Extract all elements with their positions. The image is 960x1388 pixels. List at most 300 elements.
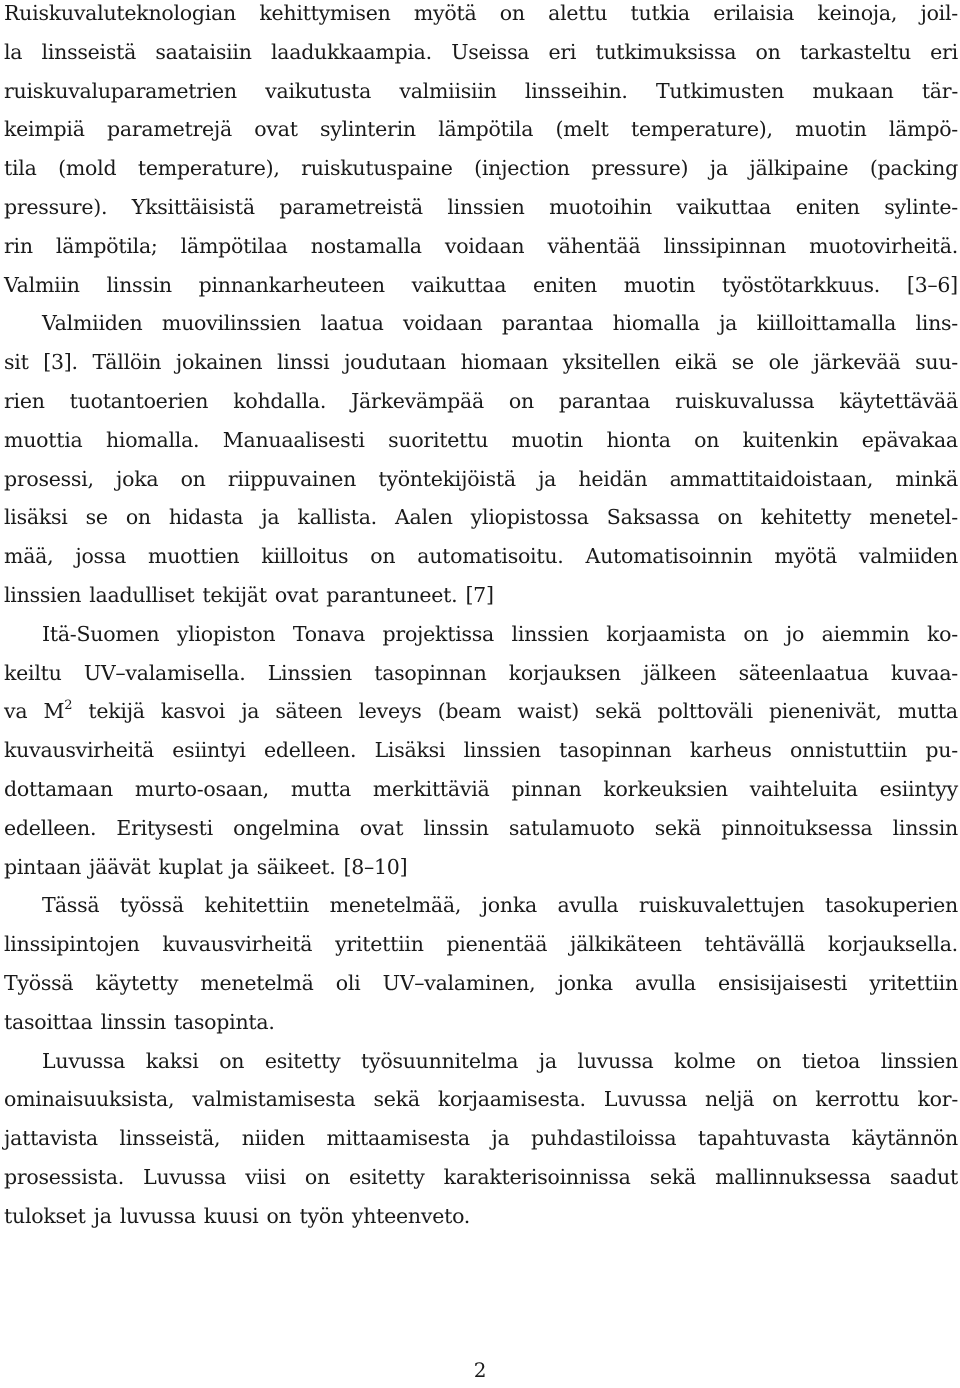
word: kehitettiin bbox=[204, 893, 310, 918]
word: ole bbox=[768, 350, 799, 375]
word: vaikuttaa bbox=[676, 194, 772, 219]
word: M2 bbox=[43, 698, 73, 724]
word: ruiskuvaluparametrien bbox=[4, 78, 237, 103]
text-line bbox=[4, 615, 958, 654]
word: hidasta bbox=[168, 505, 244, 530]
word: menetelmä bbox=[200, 970, 314, 995]
word: linssin bbox=[106, 272, 172, 297]
word: temperature), bbox=[137, 156, 280, 181]
word: on bbox=[694, 427, 720, 452]
word: ja bbox=[719, 311, 738, 336]
word: Luvussa bbox=[143, 1164, 227, 1189]
word: muotoihin bbox=[549, 194, 652, 219]
word: sylinterin bbox=[320, 117, 416, 142]
word: eikä bbox=[674, 350, 718, 375]
word: eniten bbox=[533, 272, 597, 297]
word: avulla bbox=[557, 893, 619, 918]
word: lämpö- bbox=[888, 117, 958, 142]
word: lämpötila; bbox=[55, 233, 158, 258]
text-line bbox=[4, 1197, 958, 1236]
word: Tässä bbox=[42, 893, 100, 918]
word: vähentää bbox=[547, 233, 641, 258]
word: tuotantoerien bbox=[69, 388, 209, 413]
word: säteen bbox=[275, 699, 343, 724]
text-line bbox=[4, 460, 958, 499]
word: edelleen. bbox=[4, 815, 97, 840]
word: jo bbox=[785, 621, 805, 646]
word: korjaamista bbox=[606, 621, 726, 646]
word: korjauksella. bbox=[827, 932, 958, 957]
word: Työssä bbox=[4, 970, 74, 995]
word: rin bbox=[4, 233, 33, 258]
word: on bbox=[266, 1203, 292, 1228]
word: ruiskuvalussa bbox=[675, 388, 815, 413]
word: Tonava bbox=[292, 621, 366, 646]
word: pressure) bbox=[591, 156, 689, 181]
word: kuvausvirheitä bbox=[162, 932, 313, 957]
word: waist) bbox=[517, 699, 579, 724]
word: tehtävällä bbox=[704, 932, 806, 957]
word: ruiskuvalettujen bbox=[638, 893, 805, 918]
word: avulla bbox=[635, 970, 696, 995]
word: ja bbox=[538, 466, 557, 491]
word: tila bbox=[4, 156, 37, 181]
word: voidaan bbox=[444, 233, 525, 258]
word: Manuaalisesti bbox=[222, 427, 365, 452]
word: tasopinta. bbox=[173, 1009, 275, 1034]
text-line bbox=[4, 1119, 958, 1158]
word: riippuvainen bbox=[227, 466, 357, 491]
word: muotin bbox=[795, 117, 867, 142]
word: (beam bbox=[437, 699, 502, 724]
word: työn bbox=[299, 1203, 344, 1228]
word: vaikuttaa bbox=[411, 272, 507, 297]
text-line bbox=[4, 421, 958, 460]
word: on bbox=[370, 544, 396, 569]
word: parametrejä bbox=[107, 117, 232, 142]
word: sit bbox=[4, 350, 29, 375]
word: kallista. bbox=[297, 505, 377, 530]
word: vaikutusta bbox=[265, 78, 372, 103]
word: (melt bbox=[555, 117, 609, 142]
word: prosessista. bbox=[4, 1164, 125, 1189]
text-line bbox=[4, 964, 958, 1003]
word: la bbox=[4, 39, 23, 64]
page-number: 2 bbox=[473, 1358, 487, 1382]
word: tasopinnan bbox=[559, 738, 672, 763]
word: kaksi bbox=[145, 1048, 199, 1073]
text-line bbox=[4, 382, 958, 421]
word: joil- bbox=[920, 1, 958, 25]
text-line bbox=[4, 227, 958, 266]
text-line bbox=[4, 149, 958, 188]
text-line bbox=[4, 886, 958, 925]
word: yliopiston bbox=[176, 621, 276, 646]
word: kohdalla. bbox=[233, 388, 327, 413]
word: on bbox=[772, 1087, 798, 1112]
word: ovat bbox=[274, 582, 319, 607]
text-line bbox=[4, 498, 958, 537]
word: korkeuksien bbox=[603, 776, 728, 801]
word: leveys bbox=[358, 699, 422, 724]
word: (packing bbox=[869, 156, 958, 181]
word: jäävät bbox=[89, 854, 151, 879]
word: Järkevämpää bbox=[351, 388, 484, 413]
word: muotin bbox=[623, 272, 696, 297]
word: (injection bbox=[474, 156, 570, 181]
word: käytetty bbox=[95, 970, 179, 995]
word: neljä bbox=[704, 1087, 755, 1112]
word: Eritysesti bbox=[116, 815, 213, 840]
word: Lisäksi bbox=[374, 738, 446, 763]
word: parantaa bbox=[558, 388, 651, 413]
word: on bbox=[180, 466, 206, 491]
word: valmiiden bbox=[858, 544, 958, 569]
word: va bbox=[4, 699, 28, 724]
word: korjauksen bbox=[508, 660, 621, 685]
word: linssien bbox=[447, 194, 525, 219]
word: ja bbox=[241, 699, 260, 724]
word: linssin bbox=[423, 815, 489, 840]
word: prosessi, bbox=[4, 466, 94, 491]
word: tarkasteltu bbox=[799, 39, 911, 64]
word: jattavista bbox=[4, 1126, 98, 1151]
text-line bbox=[4, 848, 958, 887]
word: kuvaa- bbox=[890, 660, 958, 685]
word: esiintyy bbox=[879, 776, 958, 801]
text-line bbox=[4, 576, 958, 615]
word: on bbox=[756, 1048, 782, 1073]
word: sekä bbox=[654, 815, 702, 840]
word: on bbox=[304, 1164, 330, 1189]
word: pu- bbox=[925, 738, 958, 763]
text-line bbox=[4, 343, 958, 382]
word: on bbox=[743, 621, 769, 646]
word: menetel- bbox=[869, 505, 958, 530]
word: ominaisuuksista, bbox=[4, 1087, 175, 1112]
word: pintaan bbox=[4, 854, 82, 879]
word: linsseistä, bbox=[119, 1126, 221, 1151]
word: keimpiä bbox=[4, 117, 85, 142]
word: jonka bbox=[481, 893, 537, 918]
word: keinoja, bbox=[817, 1, 898, 25]
word: puhdastiloissa bbox=[530, 1126, 677, 1151]
word: parantuneet. bbox=[326, 582, 458, 607]
word: onnistuttiin bbox=[789, 738, 908, 763]
word: ja bbox=[538, 1048, 557, 1073]
word: keiltu bbox=[4, 660, 62, 685]
word: mittaamisesta bbox=[326, 1126, 470, 1151]
word: Ruiskuvaluteknologian bbox=[4, 1, 236, 25]
word: se bbox=[85, 505, 108, 530]
word: mallinnuksessa bbox=[715, 1164, 871, 1189]
word: mukaan bbox=[812, 78, 894, 103]
word: sekä bbox=[373, 1087, 420, 1112]
word: murto-osaan, bbox=[134, 776, 269, 801]
word: hionta bbox=[606, 427, 671, 452]
word: sekä bbox=[649, 1164, 696, 1189]
word: lisäksi bbox=[4, 505, 68, 530]
word: on bbox=[508, 388, 534, 413]
word: kerrottu bbox=[815, 1087, 900, 1112]
word: Yksittäisistä bbox=[131, 194, 255, 219]
word: heidän bbox=[578, 466, 648, 491]
word: nostamalla bbox=[310, 233, 422, 258]
word: Valmiin bbox=[4, 272, 80, 297]
word: kuvausvirheitä bbox=[4, 738, 154, 763]
word: kiilloittamalla bbox=[756, 311, 897, 336]
word: Saksassa bbox=[606, 505, 700, 530]
word: muovilinssien bbox=[161, 311, 301, 336]
word: linssien bbox=[463, 738, 541, 763]
word: lins- bbox=[915, 311, 958, 336]
word: laatua bbox=[320, 311, 384, 336]
word: pinnoituksessa bbox=[721, 815, 873, 840]
word: kolme bbox=[674, 1048, 736, 1073]
word: on bbox=[219, 1048, 245, 1073]
word: pienenivät, bbox=[768, 699, 882, 724]
word: lämpötila bbox=[438, 117, 534, 142]
word: työstötarkkuus. bbox=[722, 272, 881, 297]
word: työssä bbox=[119, 893, 184, 918]
word: edelleen. bbox=[263, 738, 357, 763]
word: [7] bbox=[465, 582, 494, 607]
word: jonka bbox=[557, 970, 613, 995]
text-line bbox=[4, 110, 958, 149]
word: joudutaan bbox=[344, 350, 446, 375]
word: luvussa bbox=[119, 1203, 196, 1228]
word: eniten bbox=[795, 194, 860, 219]
word: muottien bbox=[148, 544, 240, 569]
word: automatisoitu. bbox=[417, 544, 564, 569]
word: ensisijaisesti bbox=[718, 970, 848, 995]
word: oli bbox=[335, 970, 361, 995]
word: kuitenkin bbox=[742, 427, 839, 452]
word: pressure). bbox=[4, 194, 108, 219]
word: kor- bbox=[917, 1087, 958, 1112]
text-line bbox=[4, 731, 958, 770]
word: on bbox=[125, 505, 151, 530]
word: joka bbox=[116, 466, 159, 491]
word: kasvoi bbox=[160, 699, 226, 724]
word: tekijät bbox=[202, 582, 267, 607]
word: ruiskutuspaine bbox=[301, 156, 453, 181]
word: linsseihin. bbox=[524, 78, 628, 103]
word: mutta bbox=[290, 776, 351, 801]
word: työsuunnitelma bbox=[361, 1048, 519, 1073]
word: parantaa bbox=[501, 311, 594, 336]
word: kuusi bbox=[203, 1203, 259, 1228]
word: [3]. bbox=[43, 350, 78, 375]
text-line bbox=[4, 0, 958, 33]
word: vaihteluita bbox=[749, 776, 858, 801]
word: muotin bbox=[511, 427, 583, 452]
word: muottia bbox=[4, 427, 83, 452]
word: yksitellen bbox=[562, 350, 661, 375]
word: karheus bbox=[689, 738, 772, 763]
word: saataisiin bbox=[155, 39, 252, 64]
word: dottamaan bbox=[4, 776, 113, 801]
word: Useissa bbox=[451, 39, 530, 64]
word: Itä-Suomen bbox=[42, 621, 160, 646]
word: karakterisoinnissa bbox=[443, 1164, 631, 1189]
word: sekä bbox=[595, 699, 642, 724]
word: säikeet. bbox=[256, 854, 336, 879]
word: menetelmää, bbox=[329, 893, 462, 918]
word: ja bbox=[93, 1203, 112, 1228]
word: ovat bbox=[359, 815, 404, 840]
word: laadukkaampia. bbox=[270, 39, 432, 64]
text-line bbox=[4, 304, 958, 343]
word: Luvussa bbox=[603, 1087, 687, 1112]
word: voidaan bbox=[402, 311, 483, 336]
word: minkä bbox=[895, 466, 958, 491]
word: mutta bbox=[897, 699, 958, 724]
word: esitetty bbox=[264, 1048, 341, 1073]
word: linssien bbox=[4, 582, 82, 607]
text-line bbox=[4, 1158, 958, 1197]
word: Tällöin bbox=[92, 350, 162, 375]
word: ongelmina bbox=[233, 815, 340, 840]
word: Automatisoinnin bbox=[585, 544, 753, 569]
word: on bbox=[717, 505, 743, 530]
word: linssin bbox=[100, 1009, 166, 1034]
word: erilaisia bbox=[713, 1, 795, 25]
word: polttoväli bbox=[657, 699, 753, 724]
word: Aalen bbox=[394, 505, 453, 530]
word: Tutkimusten bbox=[655, 78, 785, 103]
word: suu- bbox=[915, 350, 958, 375]
word: tutkia bbox=[630, 1, 690, 25]
word: tasokuperien bbox=[825, 893, 958, 918]
word: on bbox=[755, 39, 781, 64]
word: viisi bbox=[245, 1164, 286, 1189]
word: ovat bbox=[254, 117, 298, 142]
word: ja bbox=[261, 505, 280, 530]
word: on bbox=[499, 1, 525, 25]
text-line bbox=[4, 770, 958, 809]
word: temperature), bbox=[631, 117, 773, 142]
word: valmiisiin bbox=[399, 78, 497, 103]
body-text bbox=[4, 0, 958, 1236]
word: linssi bbox=[276, 350, 330, 375]
word: eri bbox=[548, 39, 577, 64]
word: pinnan bbox=[511, 776, 582, 801]
text-line bbox=[4, 1042, 958, 1081]
word: hiomalla. bbox=[105, 427, 200, 452]
word: luvussa bbox=[577, 1048, 654, 1073]
word: linssien bbox=[880, 1048, 958, 1073]
word: yritettiin bbox=[335, 932, 424, 957]
word: projektissa bbox=[382, 621, 495, 646]
word: järkevää bbox=[813, 350, 901, 375]
word: linssien bbox=[511, 621, 589, 646]
word: se bbox=[731, 350, 754, 375]
word: pienentää bbox=[446, 932, 548, 957]
text-line bbox=[4, 1080, 958, 1119]
word: säteenlaatua bbox=[738, 660, 869, 685]
word: linssipintojen bbox=[4, 932, 140, 957]
word: valmistamisesta bbox=[192, 1087, 356, 1112]
word: ja bbox=[230, 854, 249, 879]
word: pinnankarheuteen bbox=[198, 272, 385, 297]
word: esiintyi bbox=[172, 738, 246, 763]
word: alettu bbox=[548, 1, 608, 25]
word: tasopinnan bbox=[374, 660, 487, 685]
word: saadut bbox=[889, 1164, 958, 1189]
word: Valmiiden bbox=[42, 311, 143, 336]
word: suoritettu bbox=[388, 427, 489, 452]
word: ja bbox=[709, 156, 728, 181]
text-line bbox=[4, 1003, 958, 1042]
word: myötä bbox=[774, 544, 837, 569]
word: [8–10] bbox=[343, 854, 408, 879]
word: kehittymisen bbox=[259, 1, 391, 25]
word: muotovirheitä. bbox=[809, 233, 958, 258]
word: tapahtuvasta bbox=[697, 1126, 831, 1151]
word: merkittäviä bbox=[372, 776, 490, 801]
word: laadulliset bbox=[89, 582, 195, 607]
text-line bbox=[4, 809, 958, 848]
word: esitetty bbox=[348, 1164, 425, 1189]
word: kehitetty bbox=[760, 505, 852, 530]
word: tietoa bbox=[801, 1048, 861, 1073]
word: yhteenveto. bbox=[351, 1203, 471, 1228]
word: yritettiin bbox=[869, 970, 958, 995]
text-line bbox=[4, 537, 958, 576]
word: jokainen bbox=[175, 350, 263, 375]
word: satulamuoto bbox=[508, 815, 635, 840]
word: [3–6] bbox=[906, 272, 958, 297]
text-line bbox=[4, 692, 958, 731]
word: linssin bbox=[892, 815, 958, 840]
word: tutkimuksissa bbox=[595, 39, 737, 64]
word: rien bbox=[4, 388, 45, 413]
word: jälkipaine bbox=[749, 156, 849, 181]
word: hiomaan bbox=[460, 350, 549, 375]
word: sylinte- bbox=[884, 194, 958, 219]
word: epävakaa bbox=[861, 427, 958, 452]
text-line bbox=[4, 654, 958, 693]
text-line bbox=[4, 33, 958, 72]
word: eri bbox=[930, 39, 958, 64]
word: tulokset bbox=[4, 1203, 86, 1228]
word: tekijä bbox=[88, 699, 145, 724]
word: Linssien bbox=[267, 660, 352, 685]
word: niiden bbox=[241, 1126, 306, 1151]
word: korjaamisesta. bbox=[437, 1087, 586, 1112]
word: Luvussa bbox=[42, 1048, 126, 1073]
word: käytettävää bbox=[839, 388, 958, 413]
word: mää, bbox=[4, 544, 54, 569]
text-line bbox=[4, 188, 958, 227]
word: linssipinnan bbox=[663, 233, 787, 258]
word: ko- bbox=[926, 621, 958, 646]
word: työntekijöistä bbox=[378, 466, 516, 491]
word: myötä bbox=[413, 1, 477, 25]
word: UV–valaminen, bbox=[382, 970, 536, 995]
word: ja bbox=[491, 1126, 510, 1151]
word: käytännön bbox=[851, 1126, 958, 1151]
text-line bbox=[4, 266, 958, 305]
word: lämpötilaa bbox=[180, 233, 288, 258]
text-line bbox=[4, 72, 958, 111]
word: tasoittaa bbox=[4, 1009, 93, 1034]
word: jälkikäteen bbox=[569, 932, 682, 957]
word: linsseistä bbox=[41, 39, 137, 64]
word: (mold bbox=[58, 156, 117, 181]
word: jossa bbox=[75, 544, 127, 569]
